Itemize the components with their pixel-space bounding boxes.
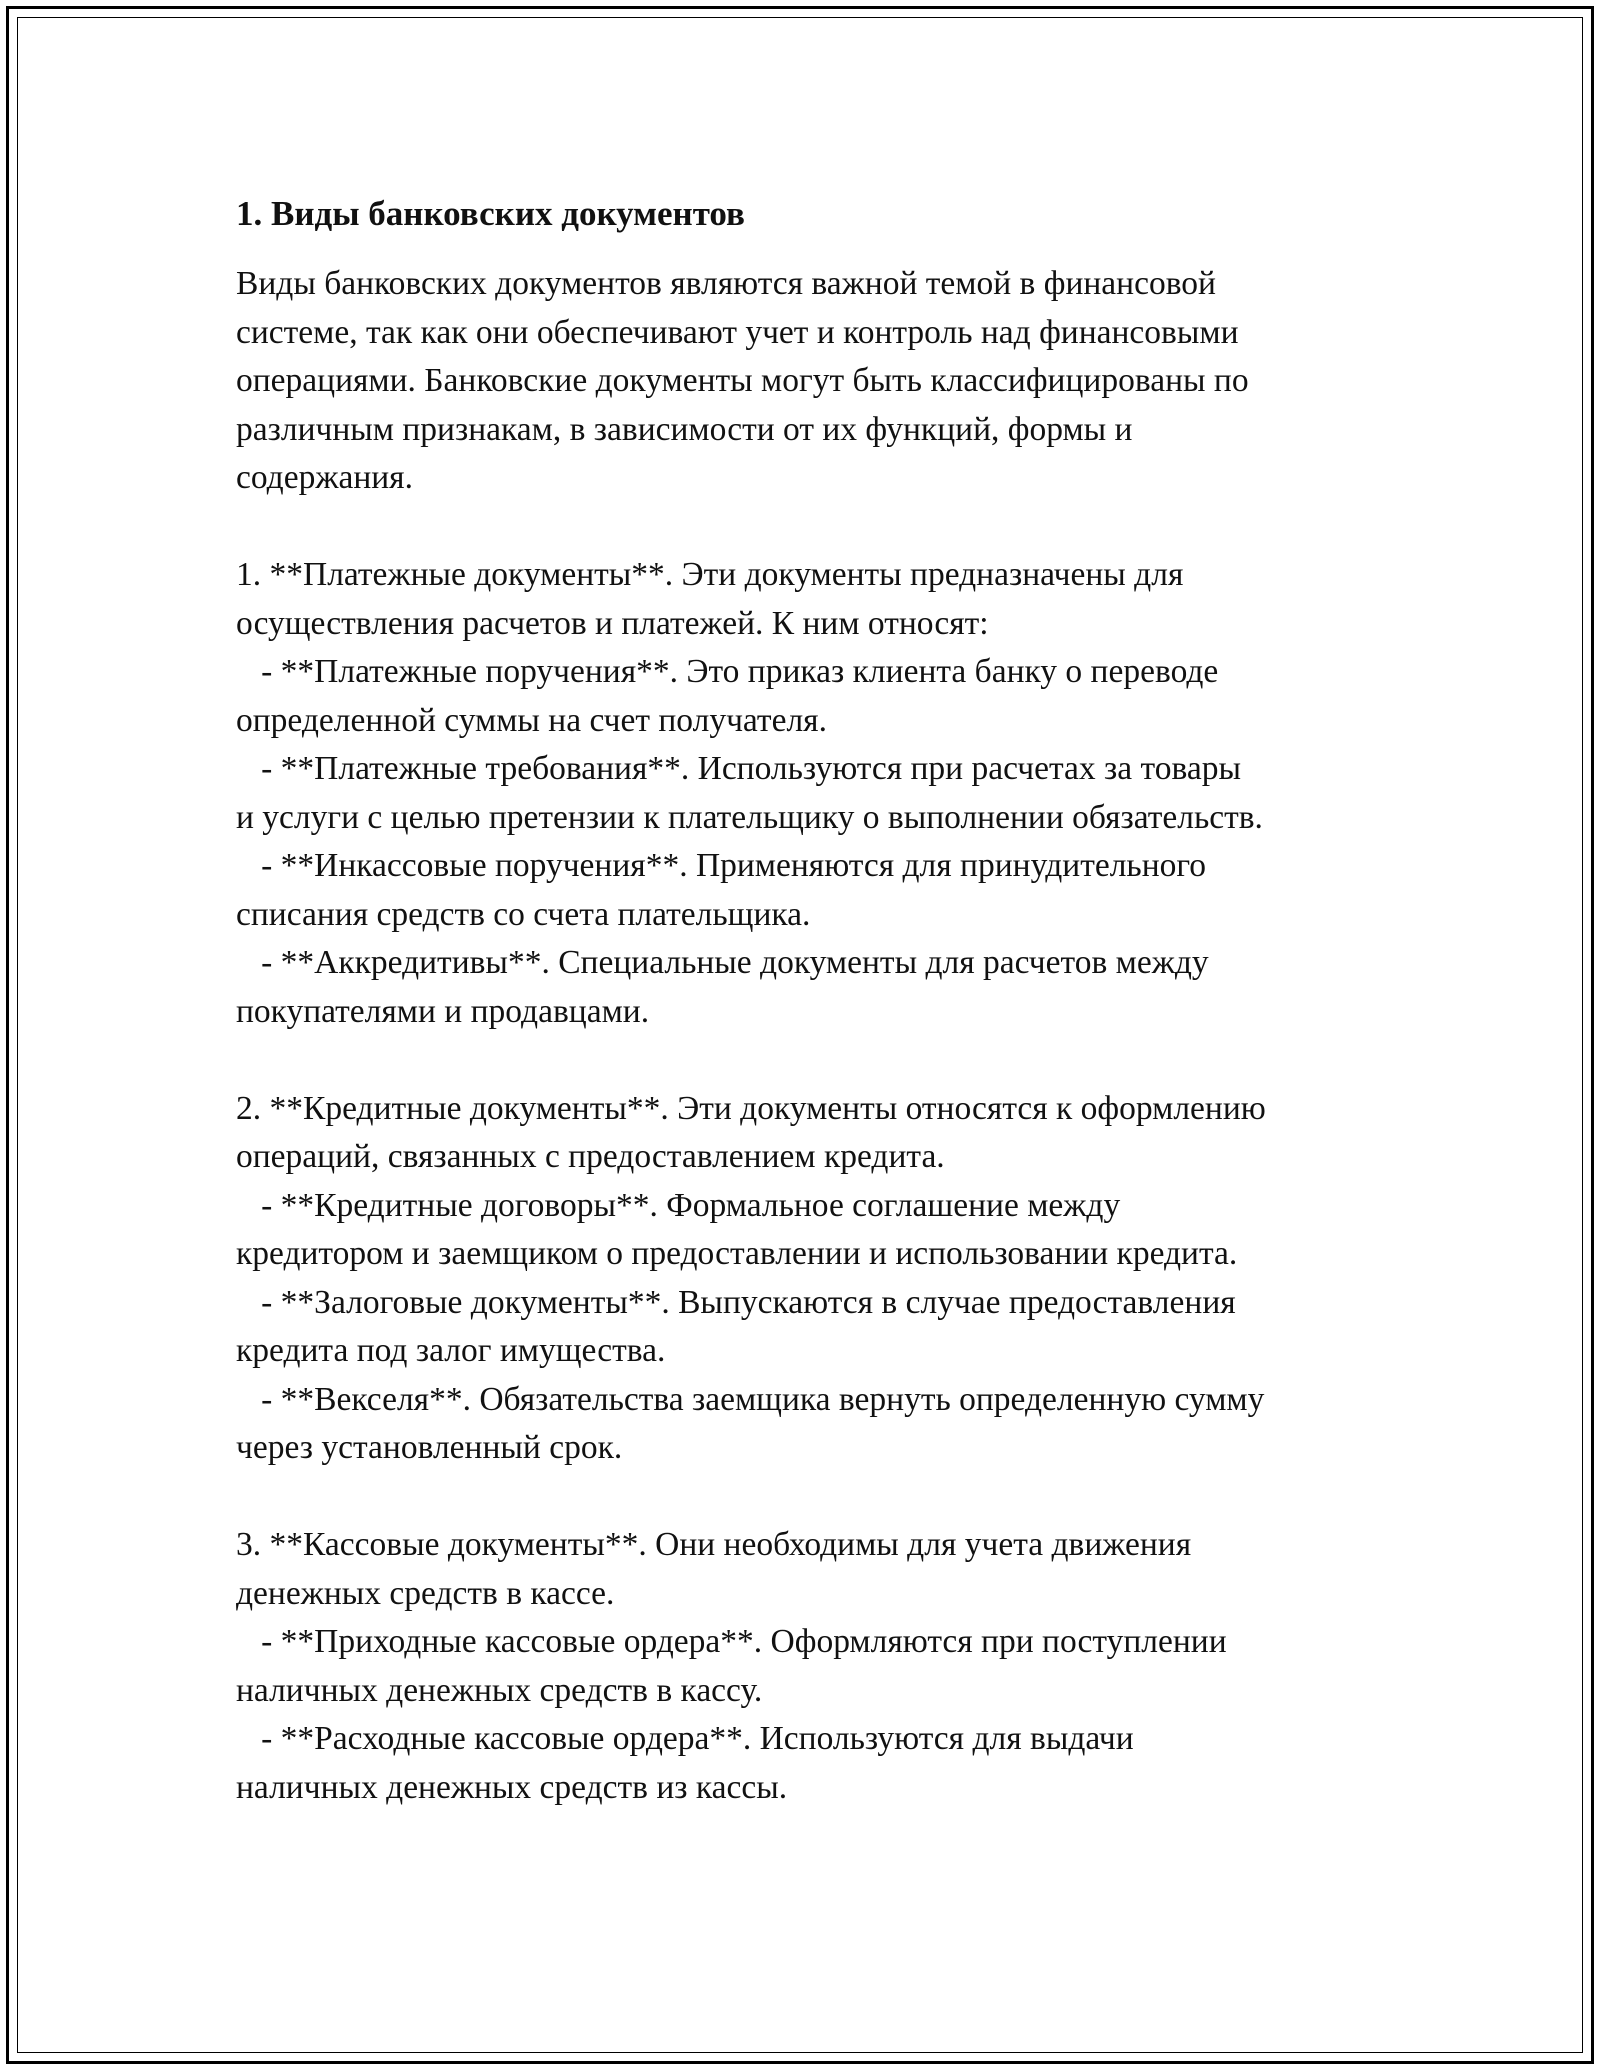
text-line: наличных денежных средств в кассу. bbox=[236, 1671, 763, 1709]
text-line: через установленный срок. bbox=[236, 1429, 623, 1466]
text-line: системе, так как они обеспечивают учет и контроль над финансовыми bbox=[236, 313, 1239, 351]
text-line: и услуги с целью претензии к плательщику о выполнении обязательств. bbox=[236, 798, 1263, 836]
text-line: - **Залоговые документы**. Выпускаются в случае предоставления bbox=[236, 1283, 1236, 1321]
text-line: - **Платежные поручения**. Это приказ клиента банку о переводе bbox=[236, 653, 1219, 690]
text-line: операциями. Банковские документы могут быть классифицированы по bbox=[236, 362, 1249, 399]
text-line: - **Аккредитивы**. Специальные документы для расчетов между bbox=[236, 944, 1209, 981]
text-line: покупателями и продавцами. bbox=[236, 992, 650, 1030]
text-line: денежных средств в кассе. bbox=[236, 1574, 615, 1612]
text-line: - **Платежные требования**. Используются при расчетах за товары bbox=[236, 750, 1241, 787]
text-line: определенной суммы на счет получателя. bbox=[236, 701, 827, 739]
blank-line bbox=[236, 503, 1416, 552]
document-body bbox=[236, 186, 1416, 1812]
document-text bbox=[236, 260, 1416, 1812]
text-line: осуществления расчетов и платежей. К ним относят: bbox=[236, 604, 989, 642]
text-line: наличных денежных средств из кассы. bbox=[236, 1768, 788, 1806]
text-line: 3. **Кассовые документы**. Они необходимы для учета движения bbox=[236, 1526, 1192, 1563]
text-line: - **Векселя**. Обязательства заемщика вернуть определенную сумму bbox=[236, 1380, 1265, 1418]
blank-line bbox=[236, 1473, 1416, 1522]
text-line: - **Расходные кассовые ордера**. Используются для выдачи bbox=[236, 1720, 1134, 1757]
text-line: - **Приходные кассовые ордера**. Оформляются при поступлении bbox=[236, 1623, 1227, 1660]
text-line: 1. **Платежные документы**. Эти документы предназначены для bbox=[236, 556, 1184, 593]
text-line: 2. **Кредитные документы**. Эти документы относятся к оформлению bbox=[236, 1089, 1266, 1127]
blank-line bbox=[236, 1036, 1416, 1085]
text-line: кредита под залог имущества. bbox=[236, 1332, 666, 1369]
text-line: кредитором и заемщиком о предоставлении и использовании кредита. bbox=[236, 1235, 1238, 1272]
text-line: различным признакам, в зависимости от их функций, формы и bbox=[236, 410, 1133, 448]
text-line: Виды банковских документов являются важной темой в финансовой bbox=[236, 265, 1216, 302]
text-line: - **Инкассовые поручения**. Применяются для принудительного bbox=[236, 847, 1207, 884]
text-line: операций, связанных с предоставлением кредита. bbox=[236, 1138, 945, 1175]
section-heading: 1. Виды банковских документов bbox=[236, 194, 745, 233]
text-line: - **Кредитные договоры**. Формальное соглашение между bbox=[236, 1186, 1121, 1224]
text-line: содержания. bbox=[236, 459, 413, 496]
text-line: списания средств со счета плательщика. bbox=[236, 895, 811, 933]
